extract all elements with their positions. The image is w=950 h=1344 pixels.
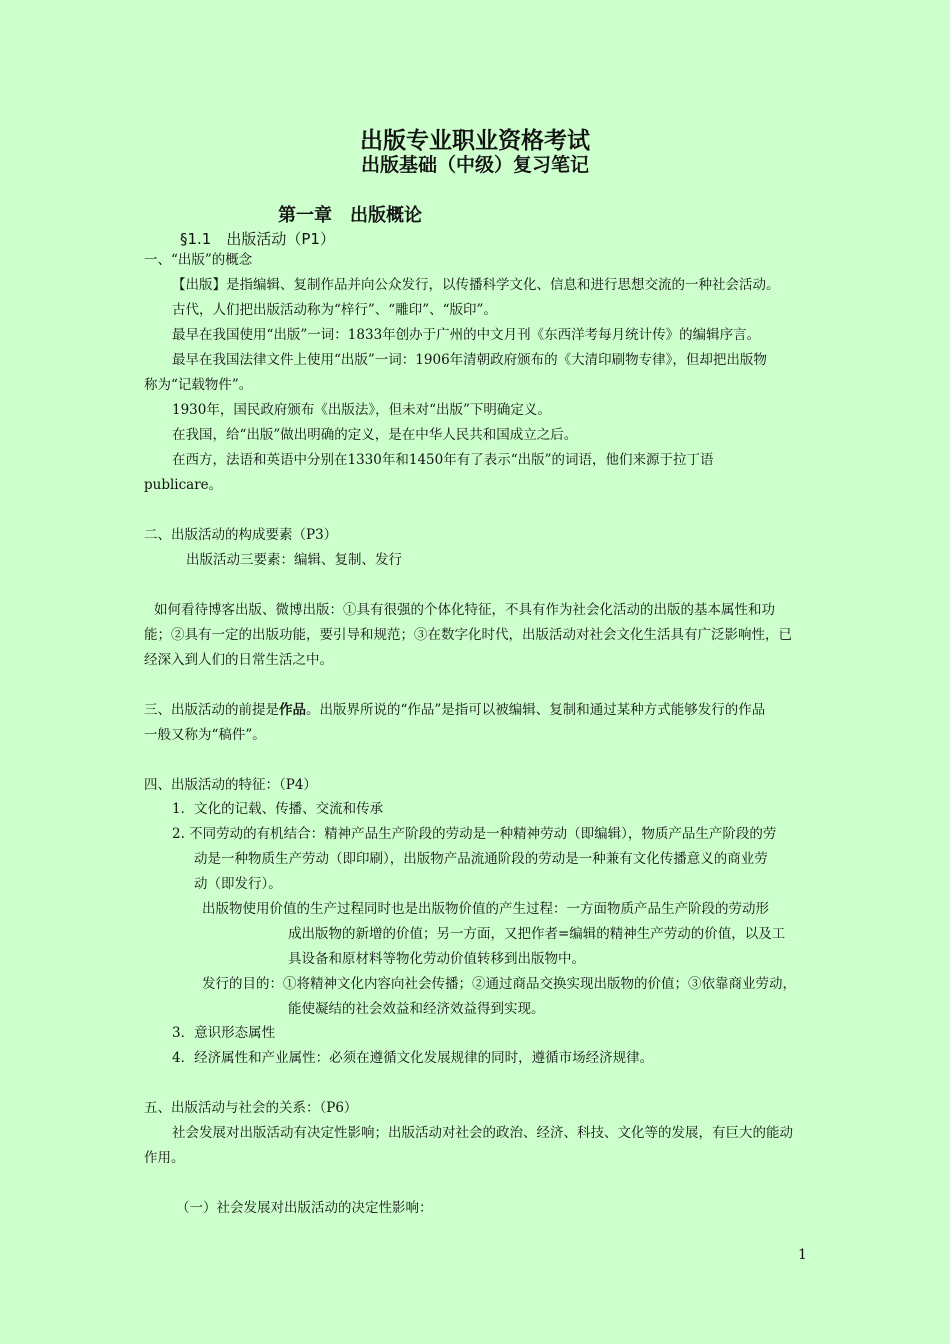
s1-law-line1: 最早在我国法律文件上使用“出版”一词：1906年清朝政府颁布的《大清印刷物专律》，但却把出版物 <box>172 352 767 368</box>
s1-1930: 1930年，国民政府颁布《出版法》，但未对“出版”下明确定义。 <box>172 402 551 418</box>
s2-three-elements: 出版活动三要素：编辑、复制、发行 <box>186 552 402 568</box>
s4-item1: 1．文化的记载、传播、交流和传承 <box>172 801 384 817</box>
s5-subheading-1: （一）社会发展对出版活动的决定性影响： <box>176 1200 433 1216</box>
s1-earliest-use: 最早在我国使用“出版”一词：1833年创办于广州的中文月刊《东西洋考每月统计传》的编辑序言。 <box>172 327 761 343</box>
document-title: 出版专业职业资格考试 <box>360 128 590 154</box>
s1-west-line1: 在西方，法语和英语中分别在1330年和1450年有了表示“出版”的词语，他们来源于拉丁语 <box>172 452 714 468</box>
s1-heading: 一、“出版”的概念 <box>144 252 253 268</box>
s2-heading: 二、出版活动的构成要素（P3） <box>144 527 338 543</box>
s4-item2-line2: 动是一种物质生产劳动（即印刷），出版物产品流通阶段的劳动是一种兼有文化传播意义的商业劳 <box>194 851 768 867</box>
s4-value-line1: 出版物使用价值的生产过程同时也是出版物价值的产生过程：一方面物质产品生产阶段的劳动形 <box>202 901 769 917</box>
s3-line2: 一般又称为“稿件”。 <box>144 727 266 743</box>
s4-item3: 3．意识形态属性 <box>172 1025 276 1041</box>
chapter-heading: 第一章 出版概论 <box>278 205 422 226</box>
s5-body-line2: 作用。 <box>144 1150 185 1166</box>
s5-body-line1: 社会发展对出版活动有决定性影响；出版活动对社会的政治、经济、科技、文化等的发展，有巨大的能动 <box>172 1125 793 1141</box>
s2-blog-line3: 经深入到人们的日常生活之中。 <box>144 652 333 668</box>
s1-china: 在我国，给“出版”做出明确的定义，是在中华人民共和国成立之后。 <box>172 427 578 443</box>
s2-blog-line2: 能；②具有一定的出版功能，要引导和规范；③在数字化时代，出版活动对社会文化生活具有广泛影响性，已 <box>144 627 792 643</box>
s1-law-line2: 称为“记载物件”。 <box>144 377 253 393</box>
s4-item4: 4．经济属性和产业属性：必须在遵循文化发展规律的同时，遵循市场经济规律。 <box>172 1050 654 1066</box>
s3-line1 <box>144 701 765 719</box>
s1-ancient: 古代，人们把出版活动称为“梓行”、“雕印”、“版印”。 <box>172 302 497 318</box>
s4-value-line3: 具设备和原材料等物化劳动价值转移到出版物中。 <box>288 951 585 967</box>
s3-line1-bold: 作品 <box>279 702 306 718</box>
s3-line1-post: 。出版界所说的“作品”是指可以被编辑、复制和通过某种方式能够发行的作品 <box>306 702 766 718</box>
s4-value-line2: 成出版物的新增的价值；另一方面，又把作者=编辑的精神生产劳动的价值，以及工 <box>288 926 786 942</box>
s1-west-line2: publicare。 <box>144 477 223 493</box>
s1-definition: 【出版】是指编辑、复制作品并向公众发行，以传播科学文化、信息和进行思想交流的一种社会活动。 <box>172 277 780 293</box>
s4-heading: 四、出版活动的特征：（P4） <box>144 777 317 793</box>
s4-item2-line1: 2. 不同劳动的有机结合：精神产品生产阶段的劳动是一种精神劳动（即编辑），物质产品生产阶段的劳 <box>172 826 777 842</box>
page-number: 1 <box>798 1247 807 1263</box>
s4-purpose-line2: 能使凝结的社会效益和经济效益得到实现。 <box>288 1001 545 1017</box>
s5-heading: 五、出版活动与社会的关系：（P6） <box>144 1100 358 1116</box>
s4-purpose-line1: 发行的目的：①将精神文化内容向社会传播；②通过商品交换实现出版物的价值；③依靠商业劳动， <box>202 976 796 992</box>
s3-line1-pre: 三、出版活动的前提是 <box>144 702 279 718</box>
s4-item2-line3: 动（即发行）。 <box>194 876 282 892</box>
document-subtitle: 出版基础（中级）复习笔记 <box>360 154 589 176</box>
section-heading: §1.1 出版活动（P1） <box>180 230 335 248</box>
s2-blog-line1: 如何看待博客出版、微博出版：①具有很强的个体化特征，不具有作为社会化活动的出版的基本属性和功 <box>154 602 775 618</box>
